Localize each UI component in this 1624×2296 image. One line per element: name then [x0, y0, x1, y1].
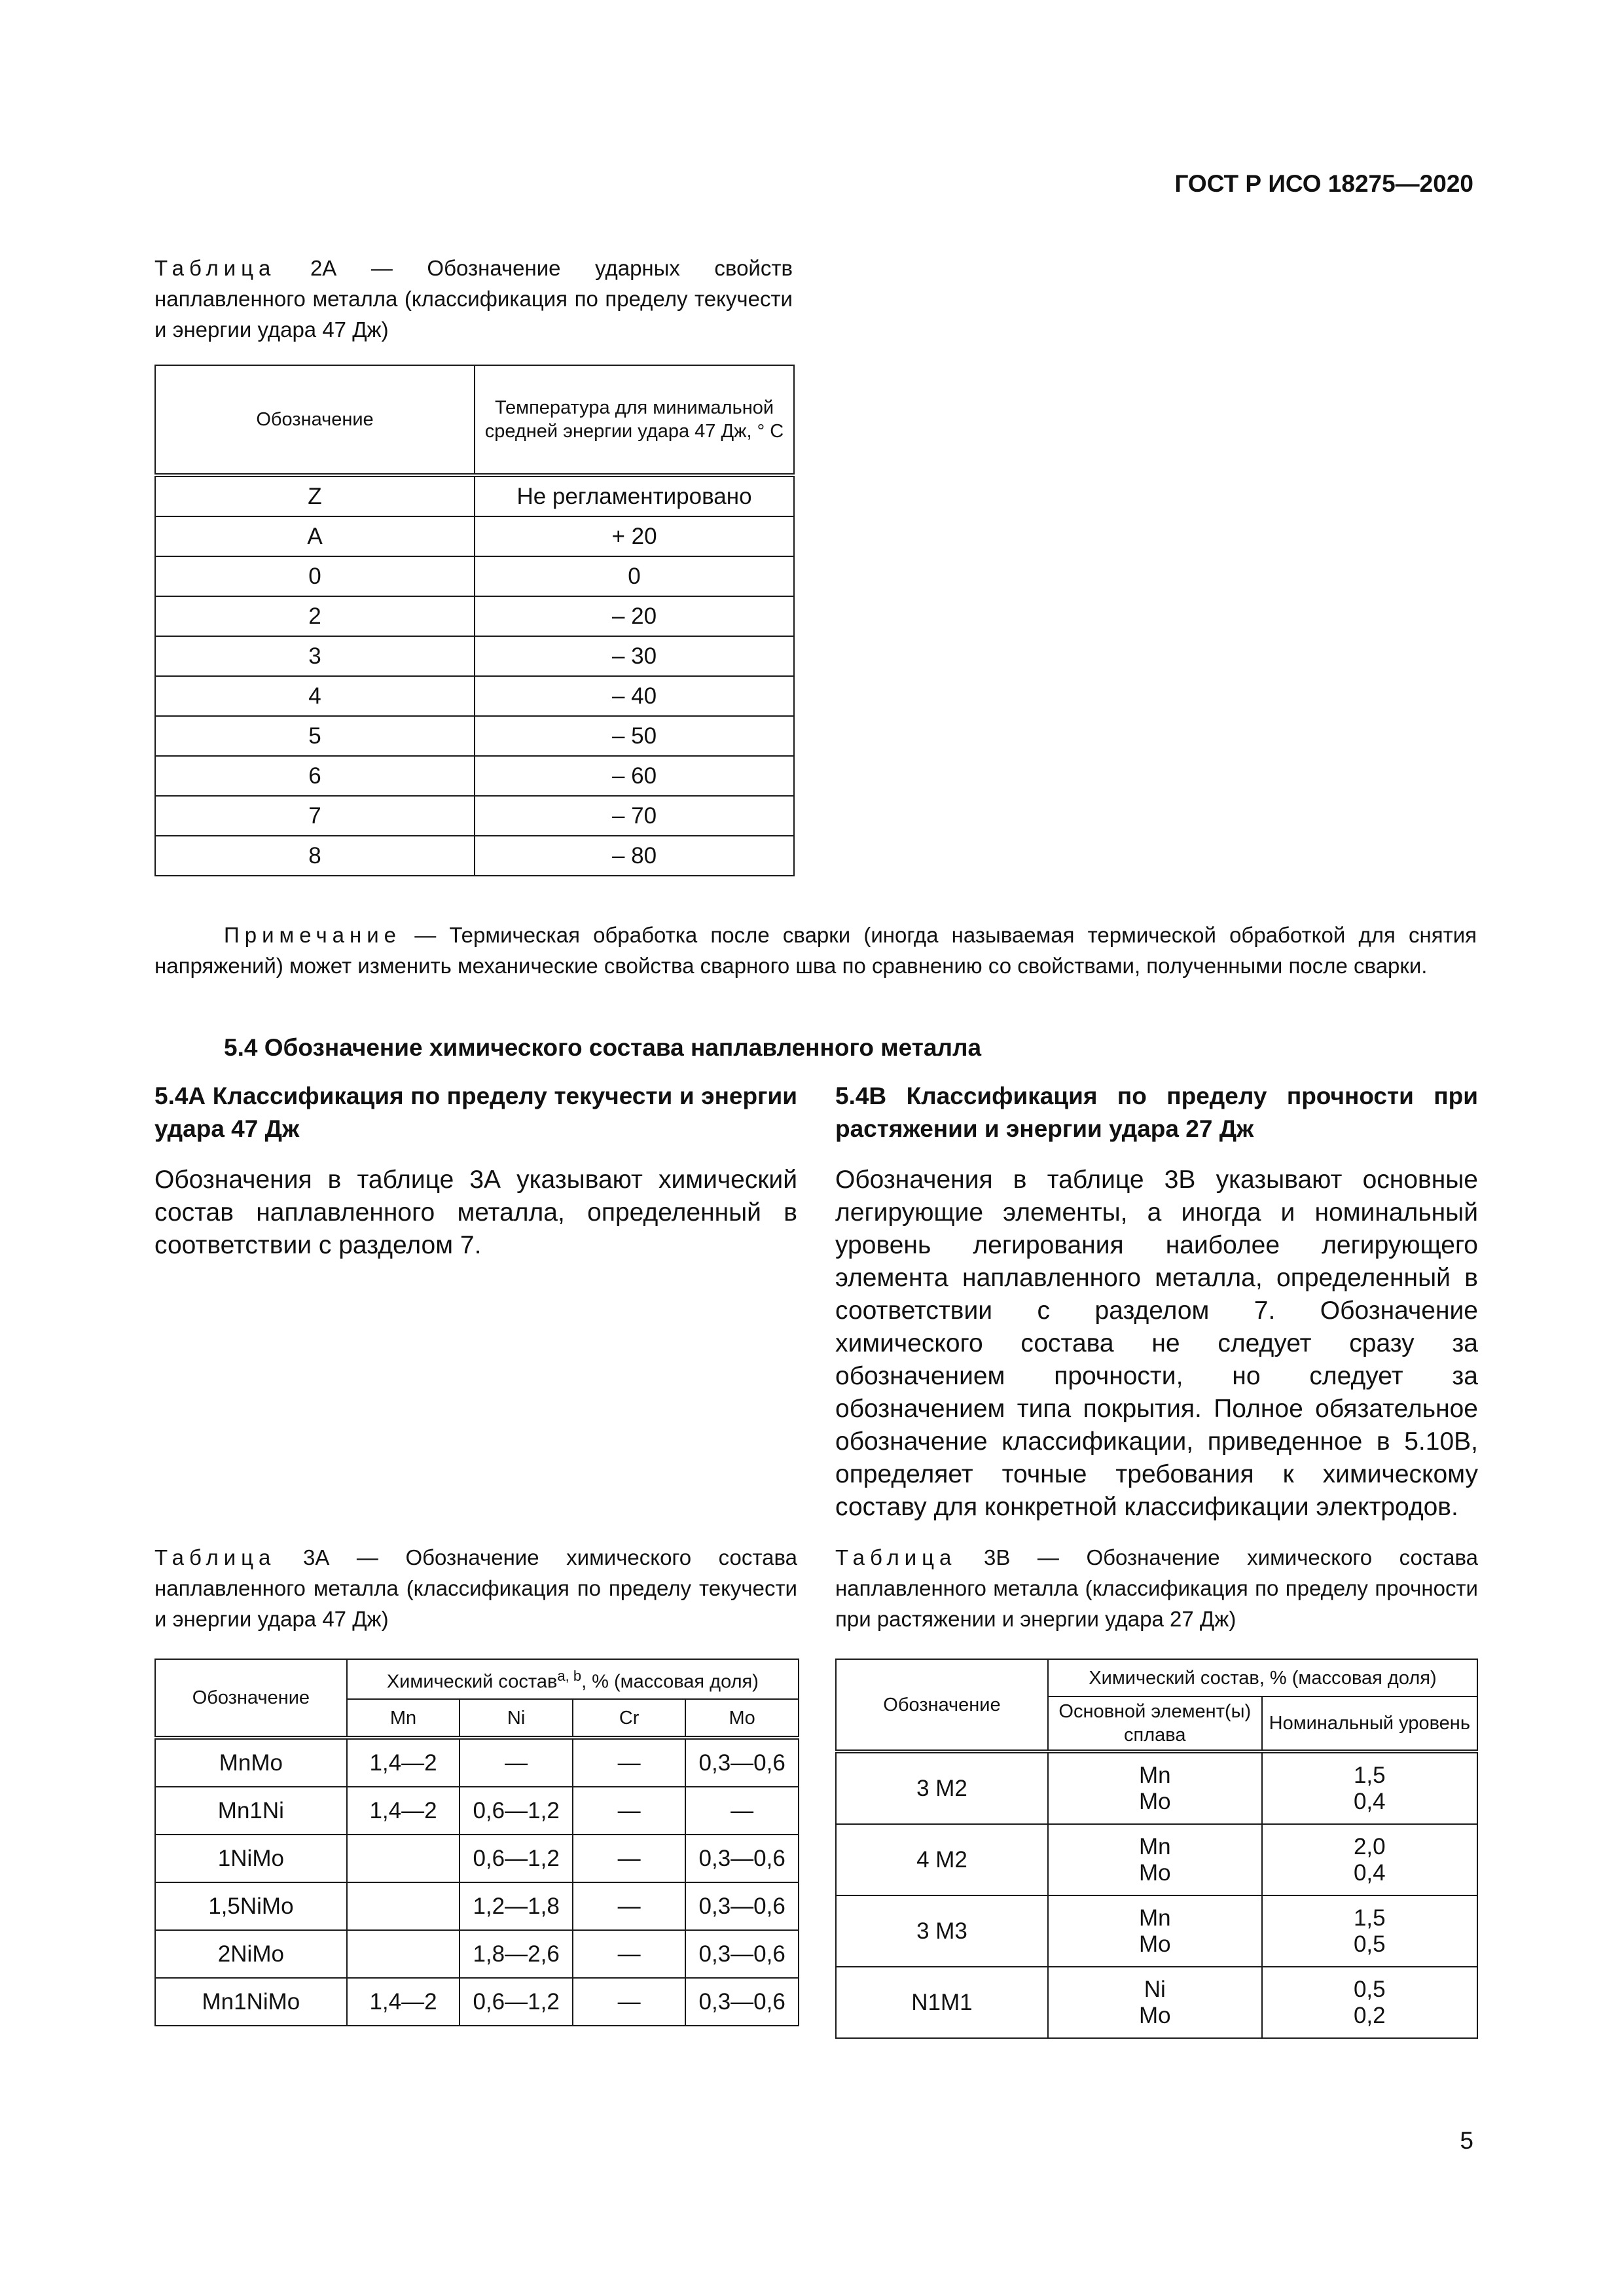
table-cell: Mn1NiMo	[155, 1978, 347, 2026]
table-header-cr: Cr	[573, 1699, 685, 1738]
table-3a	[154, 1659, 799, 2026]
element-line: Mn	[1138, 1762, 1171, 1788]
note-label: Примечание	[224, 923, 402, 947]
element-line: Mo	[1138, 1931, 1171, 1957]
table-row	[155, 716, 794, 756]
table-cell: 4 M2	[836, 1824, 1048, 1895]
table-header-mn: Mn	[347, 1699, 460, 1738]
table-caption-prefix: Таблица	[154, 1545, 276, 1570]
table-header-designation: Обозначение	[155, 1659, 347, 1738]
table-caption-text: 3В — Обозначение химического состава наплавленного металла (классификация по пределу прочности при растяжении и энергии удара 27 Дж)	[835, 1545, 1478, 1631]
table-cell: – 40	[475, 676, 794, 716]
table-header-main-elements: Основной элемент(ы) сплава	[1048, 1696, 1262, 1751]
table-cell: 0,6—1,2	[460, 1978, 573, 2026]
table-cell: A	[155, 516, 475, 556]
table-cell	[1262, 1824, 1477, 1895]
table-3b-caption	[835, 1542, 1478, 1634]
table-cell: —	[573, 1930, 685, 1978]
table-cell: – 20	[475, 596, 794, 636]
table-cell: 3	[155, 636, 475, 676]
table-3b	[835, 1659, 1478, 2039]
table-cell: 0,3—0,6	[685, 1930, 799, 1978]
note-text: — Термическая обработка после сварки (иногда называемая термической обработкой для снятия напряжений) может изменить механические свойства сварного шва по сравнению со свойствами, полученными после сварки.	[154, 923, 1477, 978]
element-line: Mo	[1138, 2002, 1171, 2028]
table-cell: – 60	[475, 756, 794, 796]
element-line: Ni	[1144, 1976, 1166, 2002]
level-line: 0,4	[1353, 1788, 1386, 1814]
table-cell: —	[573, 1882, 685, 1930]
table-cell: Не регламентировано	[475, 475, 794, 516]
table-cell: 1,4—2	[347, 1787, 460, 1835]
document-header: ГОСТ Р ИСО 18275—2020	[1174, 170, 1473, 197]
section-title: 5.4 Обозначение химического состава наплавленного металла	[224, 1034, 982, 1061]
table-row	[836, 1751, 1477, 1824]
table-row	[155, 796, 794, 836]
subsection-5-4a-title: 5.4А Классификация по пределу текучести и энергии удара 47 Дж	[154, 1083, 797, 1142]
composition-label: Химический состав	[386, 1671, 558, 1693]
page-number: 5	[1460, 2127, 1473, 2154]
table-row	[836, 1824, 1477, 1895]
table-cell: —	[460, 1738, 573, 1787]
table-cell: 0,3—0,6	[685, 1978, 799, 2026]
table-cell: 1,8—2,6	[460, 1930, 573, 1978]
subsection-5-4b-title: 5.4В Классификация по пределу прочности при растяжении и энергии удара 27 Дж	[835, 1083, 1478, 1142]
table-cell: 0,3—0,6	[685, 1738, 799, 1787]
table-cell: – 30	[475, 636, 794, 676]
note-paragraph	[154, 920, 1477, 981]
table-cell: 1,4—2	[347, 1738, 460, 1787]
level-line: 2,0	[1353, 1833, 1386, 1859]
level-line: 1,5	[1353, 1905, 1386, 1931]
table-header-ni: Ni	[460, 1699, 573, 1738]
table-cell: Mn1Ni	[155, 1787, 347, 1835]
table-row	[155, 1978, 799, 2026]
table-cell: 4	[155, 676, 475, 716]
table-cell	[1048, 1824, 1262, 1895]
table-header-temperature: Температура для минимальной средней энергии удара 47 Дж, ° С	[475, 365, 794, 475]
table-caption-prefix: Таблица	[835, 1545, 957, 1570]
table-header-mo: Mo	[685, 1699, 799, 1738]
composition-unit: , % (массовая доля)	[581, 1671, 759, 1693]
table-row	[155, 475, 794, 516]
table-row	[155, 676, 794, 716]
table-cell: —	[685, 1787, 799, 1835]
table-header-composition	[347, 1659, 799, 1699]
table-row	[155, 836, 794, 876]
table-cell: 8	[155, 836, 475, 876]
table-cell: 0,6—1,2	[460, 1787, 573, 1835]
table-row	[155, 756, 794, 796]
table-cell: 1,2—1,8	[460, 1882, 573, 1930]
table-cell: —	[573, 1787, 685, 1835]
table-row	[155, 1738, 799, 1787]
table-cell	[1048, 1967, 1262, 2038]
table-2a-caption	[154, 253, 793, 345]
table-cell: 0,6—1,2	[460, 1835, 573, 1882]
table-header-nominal-level: Номинальный уровень	[1262, 1696, 1477, 1751]
table-cell: 0	[475, 556, 794, 596]
element-line: Mn	[1138, 1905, 1171, 1931]
footnote-marks: a, b	[557, 1668, 582, 1685]
table-header-composition: Химический состав, % (массовая доля)	[1048, 1659, 1477, 1696]
table-cell: 0	[155, 556, 475, 596]
table-cell: —	[573, 1978, 685, 2026]
table-cell: 1NiMo	[155, 1835, 347, 1882]
table-row	[155, 1787, 799, 1835]
level-line: 0,5	[1353, 1931, 1386, 1957]
table-row	[155, 1882, 799, 1930]
table-cell: 0,3—0,6	[685, 1882, 799, 1930]
table-header-designation: Обозначение	[155, 365, 475, 475]
table-row	[155, 636, 794, 676]
level-line: 1,5	[1353, 1762, 1386, 1788]
table-row	[155, 516, 794, 556]
table-row	[836, 1895, 1477, 1967]
table-cell: 7	[155, 796, 475, 836]
table-cell: – 70	[475, 796, 794, 836]
table-cell	[347, 1882, 460, 1930]
table-cell: 5	[155, 716, 475, 756]
table-cell: 2	[155, 596, 475, 636]
table-cell: 0,3—0,6	[685, 1835, 799, 1882]
table-cell: 3 M2	[836, 1751, 1048, 1824]
table-row	[155, 556, 794, 596]
table-cell: 1,5NiMo	[155, 1882, 347, 1930]
table-cell: 1,4—2	[347, 1978, 460, 2026]
element-line: Mo	[1138, 1788, 1171, 1814]
table-cell: – 80	[475, 836, 794, 876]
table-cell: Z	[155, 475, 475, 516]
table-2a	[154, 365, 795, 876]
subsection-5-4a-text: Обозначения в таблице 3А указывают химический состав наплавленного металла, определенный в соответствии с разделом 7.	[154, 1166, 797, 1259]
table-cell	[1262, 1895, 1477, 1967]
table-caption-prefix: Таблица	[154, 256, 276, 280]
table-cell: —	[573, 1738, 685, 1787]
table-cell	[1262, 1751, 1477, 1824]
table-3a-caption	[154, 1542, 797, 1634]
table-cell: 3 M3	[836, 1895, 1048, 1967]
element-line: Mo	[1138, 1859, 1171, 1886]
table-cell: 2NiMo	[155, 1930, 347, 1978]
level-line: 0,5	[1353, 1976, 1386, 2002]
table-row	[836, 1967, 1477, 2038]
table-cell: + 20	[475, 516, 794, 556]
table-caption-text: 3А — Обозначение химического состава наплавленного металла (классификация по пределу текучести и энергии удара 47 Дж)	[154, 1545, 797, 1631]
table-cell	[347, 1835, 460, 1882]
table-cell: 6	[155, 756, 475, 796]
table-row	[155, 1930, 799, 1978]
table-header-designation: Обозначение	[836, 1659, 1048, 1751]
table-cell: – 50	[475, 716, 794, 756]
table-cell	[347, 1930, 460, 1978]
table-row	[155, 596, 794, 636]
table-row	[155, 1835, 799, 1882]
table-cell	[1262, 1967, 1477, 2038]
level-line: 0,4	[1353, 1859, 1386, 1886]
table-cell	[1048, 1895, 1262, 1967]
subsection-5-4b-text: Обозначения в таблице 3В указывают основные легирующие элементы, а иногда и номинальный уровень легирования наиболее легирующего элемента наплавленного металла, определенный в соответствии с разделом 7. Обозначение химического состава не следует сразу за обозначением прочности, но следует за обозначением типа покрытия. Полное обязательное обозначение классификации, приведенное в 5.10В, определяет точные требования к химическому составу для конкретной классификации электродов.	[835, 1166, 1478, 1521]
table-caption-text: 2А — Обозначение ударных свойств наплавленного металла (классификация по пределу текучести и энергии удара 47 Дж)	[154, 256, 793, 342]
level-line: 0,2	[1353, 2002, 1386, 2028]
table-cell: MnMo	[155, 1738, 347, 1787]
table-cell: N1M1	[836, 1967, 1048, 2038]
element-line: Mn	[1138, 1833, 1171, 1859]
table-cell: —	[573, 1835, 685, 1882]
table-cell	[1048, 1751, 1262, 1824]
